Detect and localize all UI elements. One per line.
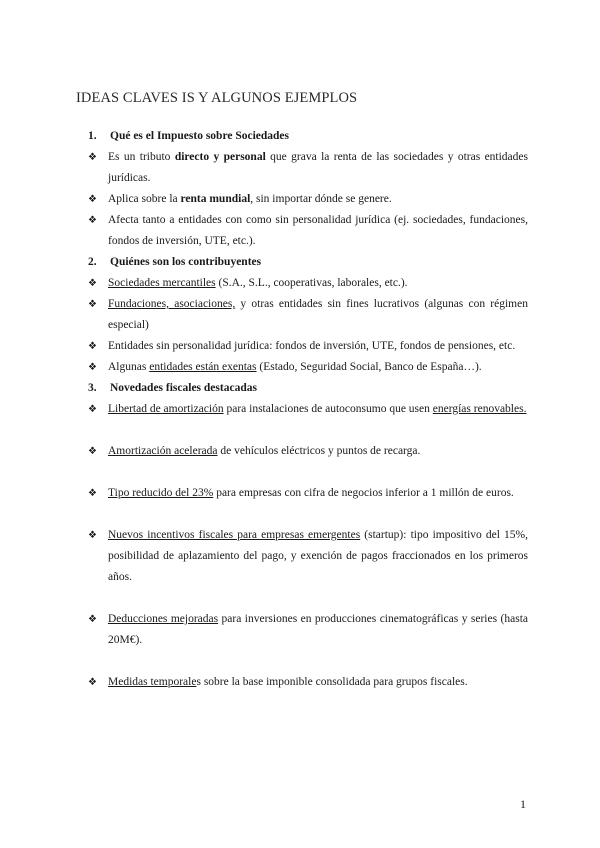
bullet-icon: ❖ — [88, 215, 97, 226]
list-item — [88, 357, 528, 378]
bullet-icon: ❖ — [88, 341, 97, 352]
item-text: Es un tributo — [108, 151, 175, 163]
item-text-underlined: energías renovables. — [432, 403, 527, 415]
section-heading — [88, 378, 528, 399]
section-number: 2. — [88, 256, 97, 268]
list-item — [88, 294, 528, 336]
item-text: , sin importar dónde se genere. — [250, 193, 392, 205]
item-text-underlined: Tipo reducido del 23% — [108, 487, 214, 499]
bullet-icon: ❖ — [88, 152, 97, 163]
bullet-icon: ❖ — [88, 488, 97, 499]
list-item — [88, 441, 528, 462]
item-text: para instalaciones de autoconsumo que usen — [223, 403, 433, 415]
section-number: 1. — [88, 130, 97, 142]
bullet-icon: ❖ — [88, 362, 97, 373]
list-item — [88, 273, 528, 294]
section-number: 3. — [88, 382, 97, 394]
item-text: Entidades sin personalidad jurídica: fondos de inversión, UTE, fondos de pensiones, etc. — [108, 340, 516, 352]
item-text-underlined: Fundaciones, asociaciones, — [108, 298, 236, 310]
list-item — [88, 483, 528, 504]
item-text-underlined: Nuevos incentivos fiscales para empresas emergentes — [108, 529, 361, 541]
list-item — [88, 147, 528, 189]
document-title: IDEAS CLAVES IS Y ALGUNOS EJEMPLOS — [76, 90, 358, 106]
list-item — [88, 399, 528, 420]
section-title: Novedades fiscales destacadas — [110, 382, 257, 394]
bullet-icon: ❖ — [88, 677, 97, 688]
list-item — [88, 672, 528, 693]
section-heading — [88, 126, 528, 147]
bullet-icon: ❖ — [88, 530, 97, 541]
item-text: Algunas — [108, 361, 150, 373]
item-text-underlined: entidades están exentas — [149, 361, 257, 373]
section-title: Quiénes son los contribuyentes — [110, 256, 262, 268]
list-item — [88, 210, 528, 252]
item-text: para empresas con cifra de negocios inferior a 1 millón de euros. — [213, 487, 514, 499]
item-text-underlined: Medidas temporale — [108, 676, 197, 688]
document-body — [88, 126, 528, 693]
item-text: s sobre la base imponible consolidada para grupos fiscales. — [196, 676, 468, 688]
bullet-icon: ❖ — [88, 404, 97, 415]
item-text: (startup): tipo impositivo del 15%, posibilidad de aplazamiento del pago, y exención de pagos fraccionados en los primeros años. — [108, 529, 528, 583]
item-text: de vehículos eléctricos y puntos de recarga. — [217, 445, 421, 457]
item-text-underlined: Libertad de amortización — [108, 403, 224, 415]
item-text: Afecta tanto a entidades con como sin personalidad jurídica (ej. sociedades, fundaciones, fondos de inversión, UTE, etc.). — [108, 214, 528, 247]
list-item — [88, 525, 528, 588]
bullet-icon: ❖ — [88, 299, 97, 310]
section-heading — [88, 252, 528, 273]
item-text-underlined: Amortización acelerada — [108, 445, 218, 457]
section-title: Qué es el Impuesto sobre Sociedades — [110, 130, 289, 142]
item-text: (Estado, Seguridad Social, Banco de España…). — [256, 361, 482, 373]
item-text-underlined: Sociedades mercantiles — [108, 277, 216, 289]
item-text: para inversiones en producciones cinematográficas y series (hasta 20M€). — [108, 613, 528, 646]
item-text-bold: renta mundial — [180, 193, 251, 205]
item-text: (S.A., S.L., cooperativas, laborales, etc.). — [215, 277, 408, 289]
list-item — [88, 189, 528, 210]
bullet-icon: ❖ — [88, 614, 97, 625]
item-text: Aplica sobre la — [108, 193, 181, 205]
item-text-underlined: Deducciones mejoradas — [108, 613, 219, 625]
list-item — [88, 336, 528, 357]
page-number: 1 — [520, 797, 526, 811]
bullet-icon: ❖ — [88, 278, 97, 289]
list-item — [88, 609, 528, 651]
item-text-bold: directo y personal — [174, 151, 266, 163]
item-text: y otras entidades sin fines lucrativos (algunas con régimen especial) — [108, 298, 528, 331]
bullet-icon: ❖ — [88, 446, 97, 457]
bullet-icon: ❖ — [88, 194, 97, 205]
item-text: que grava la renta de las sociedades y otras entidades jurídicas. — [108, 151, 528, 184]
